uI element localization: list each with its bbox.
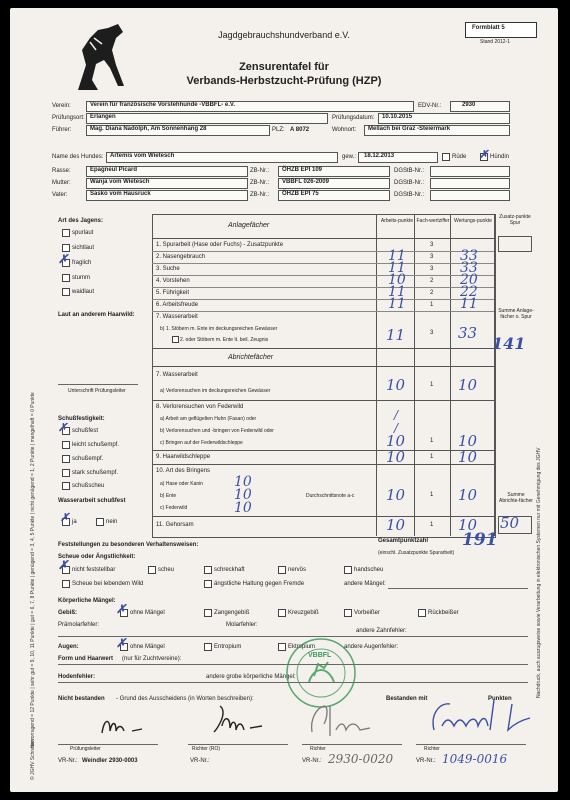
vater-zb-value: ÖHZB EPI 75 <box>282 191 319 197</box>
abr10-c: c) Federwild <box>160 505 188 511</box>
augen-checkbox-entropium[interactable] <box>204 643 212 651</box>
andere-augen-label: andere Augenfehler: <box>344 644 399 650</box>
anlage-row-fach: 3 <box>430 266 434 272</box>
scheue-opt-schreckhaft: schreckhaft <box>214 567 245 573</box>
abr8-a: a) Arbeit am geflügelten Huhn (Fasan) oder <box>160 416 257 422</box>
jagen-checkbox-stumm[interactable] <box>62 274 70 282</box>
andere-zahn-label: andere Zahnfehler: <box>356 628 407 634</box>
gebiss-opt-ohne: ohne Mängel <box>130 610 165 616</box>
row-divider <box>152 299 494 300</box>
wertung-header: Wertungs-punkte <box>454 218 492 224</box>
richter-label-2: Richter <box>424 746 440 752</box>
signature-leiter <box>98 713 148 739</box>
wasser7-b2-checkbox[interactable] <box>172 336 179 343</box>
scheue-opt-nicht: nicht feststellbar <box>72 567 116 573</box>
anlage-row-fach: 3 <box>430 242 434 248</box>
abr9-fach: 1 <box>430 454 434 460</box>
anlage-row-label: 4. Vorstehen <box>156 278 190 284</box>
stand-label: Stand 2012-1 <box>480 39 511 45</box>
wasser7-arbeit-value: 11 <box>386 326 406 344</box>
edv-value: 2930 <box>462 102 476 108</box>
augen-opt-entropium: Entropium <box>214 644 242 650</box>
rasse-label: Rasse: <box>52 168 71 174</box>
gebiss-label: Gebiß: <box>58 610 77 616</box>
schuss-checkbox-scheu[interactable] <box>62 482 70 490</box>
wasser7-title: 7. Wasserarbeit <box>156 314 198 320</box>
abricht-header: Abrichtefächer <box>228 354 274 361</box>
gebiss-opt-vorbeisser: Vorbeißer <box>354 610 381 616</box>
jagen-option-stumm: stumm <box>72 275 90 281</box>
augen-opt-ektropium: Ektropium <box>288 644 316 650</box>
scheue-checkbox-schreckhaft[interactable] <box>204 566 212 574</box>
fuehrer-value: Mag. Diana Nadolph, Am Sonnenhang 28 <box>90 126 207 132</box>
summe-abricht-value: 50 <box>500 514 520 532</box>
wasser-nein-label: nein <box>106 519 118 525</box>
laut-label: Laut an anderem Haarwild: <box>58 312 135 318</box>
vater-label: Vater: <box>52 192 68 198</box>
abr7-arbeit-value: 10 <box>386 376 406 394</box>
anlage-row-arbeit: 11 <box>388 296 406 312</box>
anlage-row-wertung: 20 <box>460 272 478 288</box>
wasser7-b2: 2. oder Stöbern m. Ente lt. beil. Zeugnis <box>180 337 269 343</box>
formblatt-label: Formblatt 5 <box>472 25 505 31</box>
form-sheet <box>10 8 558 792</box>
scale-note-left: hervorragend = 12 Punkte | sehr gut = 9, 10, 11 Punkte | gut = 6, 7, 8 Punkte | genügend = 3, 4, 5 Punkte | nicht genügend = 1, 2 Punkte | mangelhaft = 0 Punkte <box>30 392 36 748</box>
abr11-title: 11. Gehorsam <box>156 522 194 528</box>
jagen-option-fraglich: fraglich <box>72 260 92 266</box>
arbeits-header: Arbeits-punkte <box>380 218 414 224</box>
jagen-checkbox-waidlaut[interactable] <box>62 288 70 296</box>
nicht-bestanden-label: Nicht bestanden <box>58 696 105 702</box>
plz-label: PLZ: <box>272 127 285 133</box>
gebiss-opt-zange: Zangengebiß <box>214 610 250 616</box>
title-line2: Verbands-Herbstzucht-Prüfung (HZP) <box>186 75 382 87</box>
signature-richter-2 <box>428 696 538 740</box>
vr-label-3: VR-Nr.: <box>302 758 322 764</box>
schussfest-cross-icon: ✗ <box>58 421 68 434</box>
abr7-wertung-value: 10 <box>458 376 478 394</box>
zb-label: ZB-Nr.: <box>250 168 269 174</box>
abr7-a: a) Verlorensuchen im deckungsreichen Gewässer <box>160 388 271 394</box>
vr-label-1: VR-Nr.: <box>58 758 78 764</box>
huendin-label: Hündin <box>490 154 510 160</box>
jagen-checkbox-spurlaut[interactable] <box>62 229 70 237</box>
abr11-wertung-value: 10 <box>458 516 478 534</box>
bestanden-mit-label: Bestanden mit <box>386 696 428 702</box>
plz-value: A 8072 <box>290 127 310 133</box>
gebiss-checkbox-rueckbeisser[interactable] <box>418 609 426 617</box>
verein-label: Verein: <box>52 103 71 109</box>
mutter-dgstb-label: DGStB-Nr.: <box>394 180 425 186</box>
augen-opt-ohne: ohne Mängel <box>130 644 165 650</box>
row-divider <box>152 275 494 276</box>
abr10-b-value: 10 <box>234 487 252 503</box>
abr8-wertung-value: 10 <box>458 432 478 450</box>
vr-value-3: 2930-0020 <box>328 752 394 766</box>
anlage-row-arbeit: 11 <box>388 248 406 264</box>
datum-value: 10.10.2015 <box>382 114 413 120</box>
gesamt-label: Gesamtpunktzahl <box>378 538 429 544</box>
abr9-arbeit-value: 10 <box>386 448 406 466</box>
jghv-small-note: © JGHV Schreiber <box>30 738 36 780</box>
fuehrer-label: Führer: <box>52 127 72 133</box>
durchschnitt-label: Durchschnittsnote a-c <box>306 493 355 499</box>
anlage-header: Anlagefächer <box>228 222 270 229</box>
wasser7-b1: b) 1. Stöbern m. Ente im deckungsreichen Gewässer <box>160 326 278 332</box>
stamp-text: VBBFL <box>308 652 332 659</box>
anlage-row-label: 3. Suche <box>156 266 180 272</box>
pruefungsort-label: Prüfungsort: <box>52 115 85 121</box>
signature-richter-ro <box>210 702 270 738</box>
fraglich-cross-icon: ✗ <box>58 252 69 266</box>
scheue-checkbox-scheu[interactable] <box>148 566 156 574</box>
grobe-label: andere grobe körperliche Mängel: <box>206 674 296 680</box>
huendin-cross-icon: ✗ <box>479 148 489 161</box>
vr-label-4: VR-Nr.: <box>416 758 436 764</box>
mutter-label: Mutter: <box>52 180 71 186</box>
fach-header: Fach-wertziffer <box>416 218 450 224</box>
wohnort-value: Mellach bei Graz -Steiermark <box>368 126 451 132</box>
anlage-row-wertung: 11 <box>460 296 478 312</box>
abr8-strike-a: / <box>394 408 399 422</box>
schuss-option-schussfest: schußfest <box>72 428 99 434</box>
jagen-option-spurlaut: spurlaut <box>72 230 94 236</box>
scheue-opt-nervoes: nervös <box>288 567 307 573</box>
wasser7-wertung-value: 33 <box>458 324 478 342</box>
grund-label: - Grund des Ausscheidens (in Worten beschreiben): <box>116 696 254 702</box>
jagen-checkbox-sichtlaut[interactable] <box>62 244 70 252</box>
signature-richter <box>306 702 378 742</box>
verhalten-title: Feststellungen zu besonderen Verhaltensweisen: <box>58 542 199 548</box>
scheue-checkbox-fremde[interactable] <box>204 580 212 588</box>
jagen-option-sichtlaut: sichtlaut <box>72 245 95 251</box>
schuss-option-empf: schußempf. <box>72 456 104 462</box>
anlage-row-fach: 2 <box>430 278 434 284</box>
zb-value: ÖHZB EPI 109 <box>282 167 323 173</box>
augen-ohne-cross-icon: ✗ <box>116 636 127 650</box>
abr10-c-value: 10 <box>234 500 252 516</box>
wasser7-fach: 3 <box>430 330 434 336</box>
gebiss-checkbox-kreuz[interactable] <box>278 609 286 617</box>
scheue-checkbox-handscheu[interactable] <box>344 566 352 574</box>
anlage-row-wertung: 33 <box>460 248 478 264</box>
anlage-row-label: 2. Nasengebrauch <box>156 254 206 260</box>
scheue-title: Scheue oder Ängstlichkeit: <box>58 554 136 560</box>
row-divider <box>152 311 494 312</box>
datum-label: Prüfungsdatum: <box>332 115 375 121</box>
gesamt-value: 191 <box>462 530 498 550</box>
copyright-note-right: Nachdruck, auch auszugsweise sowie Verarbeitung in elektronischen Systemen nur mit Genehmigung des JGHV <box>536 447 542 698</box>
rasse-value: Epagneul Picard <box>90 167 138 173</box>
abr9-wertung-value: 10 <box>458 448 478 466</box>
abr10-a: a) Hase oder Kanin <box>160 481 204 487</box>
nicht-feststellbar-cross-icon: ✗ <box>58 558 69 572</box>
schuss-option-scheu: schußscheu <box>72 483 105 489</box>
row-divider <box>152 263 494 264</box>
abr8-strike-b: / <box>394 421 399 435</box>
org-name: Jagdgebrauchshundverband e.V. <box>218 30 350 40</box>
club-stamp-icon <box>284 636 358 710</box>
anlage-row-label: 1. Spurarbeit (Hase oder Fuchs) - Zusatzpunkte <box>156 242 284 248</box>
pruefungsort-value: Erlangen <box>90 114 116 120</box>
anlage-row-wertung: 33 <box>460 260 478 276</box>
anlage-row-arbeit: 11 <box>388 284 406 300</box>
scheue-checkbox-lebend[interactable] <box>62 580 70 588</box>
verein-value: Verein für französische Vorstehhunde -VBBFL- e.V. <box>90 102 236 108</box>
summe-abricht-label: Summe Abrichte-fächer <box>499 492 533 504</box>
mutter-zb-value: VBBFL 026-2009 <box>282 179 329 185</box>
anlage-row-label: 6. Arbeitsfreude <box>156 302 199 308</box>
mutter-zb-label: ZB-Nr.: <box>250 180 269 186</box>
anlage-row-arbeit: 11 <box>388 260 406 276</box>
schuss-checkbox-leicht[interactable] <box>62 441 70 449</box>
ja-cross-icon: ✗ <box>60 511 70 524</box>
jagen-option-waidlaut: waidlaut <box>72 289 95 295</box>
abr7-title: 7. Wasserarbeit <box>156 372 198 378</box>
anlage-row-arbeit: 10 <box>388 272 406 288</box>
summe-anlage-value: 141 <box>492 334 526 353</box>
vr-value-4: 1049-0016 <box>442 752 508 766</box>
abr8-fach: 1 <box>430 438 434 444</box>
praemolar-label: Prämolarfehler: <box>58 622 100 628</box>
abr8-b: b) Verlorensuchen und -bringen von Federwild oder <box>160 428 274 434</box>
abr8-c: c) Bringen auf der Federwildschleppe <box>160 440 243 446</box>
abr10-a-value: 10 <box>234 474 252 490</box>
schuss-checkbox-empf[interactable] <box>62 455 70 463</box>
art-jagens-title: Art des Jagens: <box>58 218 104 224</box>
edv-label: EDV-Nr.: <box>418 103 442 109</box>
vr-label-2: VR-Nr.: <box>190 758 210 764</box>
gebiss-checkbox-zange[interactable] <box>204 609 212 617</box>
gew-value: 18.12.2013 <box>364 153 395 159</box>
form-sub-label: (nur für Zuchtvereine): <box>122 656 182 662</box>
schuss-title: Schußfestigkeit: <box>58 416 105 422</box>
wohnort-label: Wohnort: <box>332 127 357 133</box>
scheue-opt-lebend: Scheue bei lebendem Wild <box>72 581 144 587</box>
scheue-checkbox-nervoes[interactable] <box>278 566 286 574</box>
gebiss-opt-rueckbeisser: Rückbeißer <box>428 610 459 616</box>
title-line1: Zensurentafel für <box>239 61 329 73</box>
summe-anlage-label: Summe Anlage-fächer o. Spur <box>498 308 534 320</box>
schuss-option-leicht: leicht schußempf. <box>72 442 120 448</box>
anlage-row-fach: 2 <box>430 290 434 296</box>
vater-dgstb-label: DGStB-Nr.: <box>394 192 425 198</box>
abr8-title: 8. Verlorensuchen von Federwild <box>156 404 244 410</box>
abr8-arbeit-value: 10 <box>386 432 406 450</box>
row-divider <box>152 287 494 288</box>
gebiss-ohne-cross-icon: ✗ <box>116 602 127 616</box>
dogname-value: Artemis vom Wietesch <box>110 153 175 159</box>
dogname-label: Name des Hundes: <box>52 154 104 160</box>
abr10-arbeit-value: 10 <box>386 486 406 504</box>
scheue-opt-handscheu: handscheu <box>354 567 384 573</box>
andere-maengel-label: andere Mängel: <box>344 581 386 587</box>
schuss-checkbox-stark[interactable] <box>62 469 70 477</box>
gesamt-sub: (einschl. Zusatzpunkte Spurarbeit) <box>378 550 455 556</box>
vater-value: Sasko vom Hausruck <box>90 191 151 197</box>
scheue-opt-fremde: ängstliche Haltung gegen Fremde <box>214 581 305 587</box>
mutter-value: Wanja vom Wietesch <box>90 179 150 185</box>
abr7-fach: 1 <box>430 382 434 388</box>
wasser-ja-label: ja <box>72 519 77 525</box>
richter-label-1: Richter <box>310 746 326 752</box>
augen-label: Augen: <box>58 644 79 650</box>
anlage-row-fach: 1 <box>430 302 434 308</box>
schuss-option-stark: stark schußempf. <box>72 470 119 476</box>
punkten-label: Punkten <box>488 696 512 702</box>
abr10-b: b) Ente <box>160 493 177 499</box>
anlage-row-fach: 3 <box>430 254 434 260</box>
wasser-schussfest-title: Wasserarbeit schußfest <box>58 498 126 504</box>
zusatz-header: Zusatz-punkte Spur <box>499 214 531 226</box>
vater-zb-label: ZB-Nr.: <box>250 192 269 198</box>
ruede-checkbox[interactable] <box>442 153 450 161</box>
row-divider <box>152 251 494 252</box>
abr11-arbeit-value: 10 <box>386 516 406 534</box>
scheue-opt-scheu: scheu <box>158 567 175 573</box>
unterschrift-label: Unterschrift Prüfungsleiter <box>68 388 126 394</box>
abr10-fach: 1 <box>430 492 434 498</box>
koerper-title: Körperliche Mängel: <box>58 598 116 604</box>
ruede-label: Rüde <box>452 154 467 160</box>
abr10-wertung-value: 10 <box>458 486 478 504</box>
gew-label: gew.: <box>342 154 357 160</box>
anlage-row-label: 5. Führigkeit <box>156 290 190 296</box>
hoden-label: Hodenfehler: <box>58 674 96 680</box>
anlage-row-wertung: 22 <box>460 284 478 300</box>
form-label: Form und Haarwert <box>58 656 114 662</box>
leiter-label: Prüfungsleiter <box>70 746 101 752</box>
abr9-title: 9. Haarwildschleppe <box>156 454 211 460</box>
abr10-title: 10. Art des Bringens <box>156 468 211 474</box>
gebiss-opt-kreuz: Kreuzgebiß <box>288 610 319 616</box>
vr-value-1: Weindler 2930-0003 <box>82 758 138 764</box>
richter-ro-label: Richter (RO) <box>192 746 221 752</box>
wasser-nein-checkbox[interactable] <box>96 518 104 526</box>
dgstb-label: DGStB-Nr.: <box>394 168 425 174</box>
abr11-fach: 1 <box>430 522 434 528</box>
gebiss-checkbox-vorbeisser[interactable] <box>344 609 352 617</box>
molar-label: Molarfehler: <box>226 622 258 628</box>
